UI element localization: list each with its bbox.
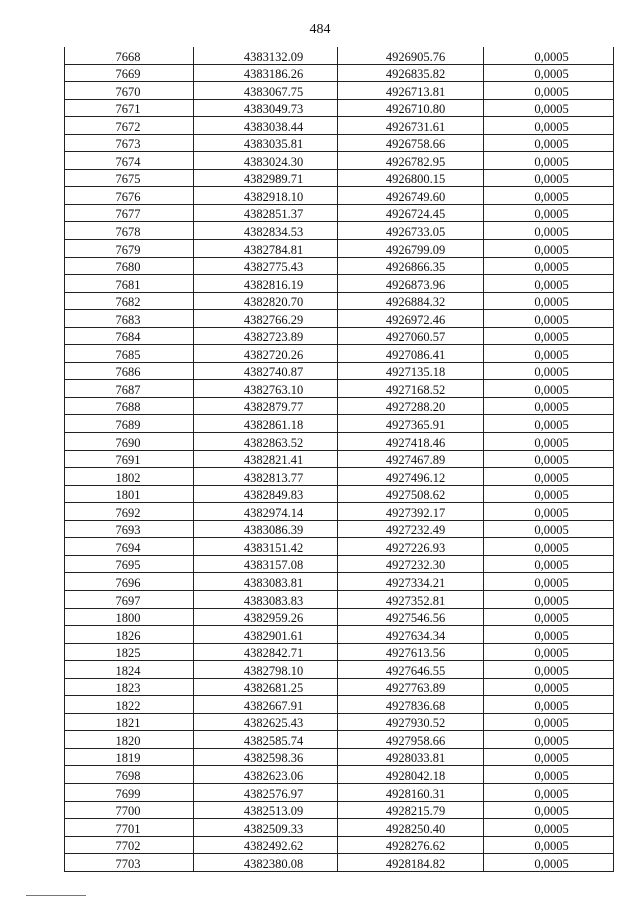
point-number-cell: 1825 (65, 643, 194, 661)
tolerance-cell: 0,0005 (484, 222, 614, 240)
table-row (65, 468, 614, 486)
table-row (65, 292, 614, 310)
x-coordinate-cell: 4383186.26 (194, 64, 338, 82)
point-number-cell: 1802 (65, 468, 194, 486)
point-number-cell: 7669 (65, 64, 194, 82)
tolerance-cell: 0,0005 (484, 836, 614, 854)
x-coordinate-cell: 4383049.73 (194, 99, 338, 117)
table-row (65, 99, 614, 117)
table-row (65, 626, 614, 644)
tolerance-cell: 0,0005 (484, 643, 614, 661)
point-number-cell: 7687 (65, 380, 194, 398)
table-row (65, 731, 614, 749)
x-coordinate-cell: 4382625.43 (194, 713, 338, 731)
x-coordinate-cell: 4383083.81 (194, 573, 338, 591)
point-number-cell: 7691 (65, 450, 194, 468)
point-number-cell: 7692 (65, 503, 194, 521)
x-coordinate-cell: 4382849.83 (194, 485, 338, 503)
coordinates-table-body (65, 47, 614, 871)
table-row (65, 520, 614, 538)
tolerance-cell: 0,0005 (484, 485, 614, 503)
x-coordinate-cell: 4383086.39 (194, 520, 338, 538)
table-row (65, 152, 614, 170)
point-number-cell: 7703 (65, 854, 194, 872)
y-coordinate-cell: 4926713.81 (338, 82, 484, 100)
y-coordinate-cell: 4926733.05 (338, 222, 484, 240)
x-coordinate-cell: 4382813.77 (194, 468, 338, 486)
point-number-cell: 7689 (65, 415, 194, 433)
point-number-cell: 7675 (65, 169, 194, 187)
y-coordinate-cell: 4927352.81 (338, 590, 484, 608)
point-number-cell: 7702 (65, 836, 194, 854)
tolerance-cell: 0,0005 (484, 64, 614, 82)
tolerance-cell: 0,0005 (484, 152, 614, 170)
point-number-cell: 7700 (65, 801, 194, 819)
tolerance-cell: 0,0005 (484, 257, 614, 275)
y-coordinate-cell: 4927232.30 (338, 555, 484, 573)
x-coordinate-cell: 4382513.09 (194, 801, 338, 819)
x-coordinate-cell: 4382863.52 (194, 433, 338, 451)
tolerance-cell: 0,0005 (484, 801, 614, 819)
point-number-cell: 7682 (65, 292, 194, 310)
x-coordinate-cell: 4382740.87 (194, 362, 338, 380)
tolerance-cell: 0,0005 (484, 713, 614, 731)
tolerance-cell: 0,0005 (484, 555, 614, 573)
table-row (65, 661, 614, 679)
y-coordinate-cell: 4927467.89 (338, 450, 484, 468)
table-row (65, 766, 614, 784)
x-coordinate-cell: 4383083.83 (194, 590, 338, 608)
point-number-cell: 7699 (65, 783, 194, 801)
x-coordinate-cell: 4382820.70 (194, 292, 338, 310)
x-coordinate-cell: 4382667.91 (194, 696, 338, 714)
tolerance-cell: 0,0005 (484, 134, 614, 152)
table-row (65, 397, 614, 415)
table-row (65, 538, 614, 556)
table-row (65, 573, 614, 591)
table-row (65, 222, 614, 240)
point-number-cell: 1822 (65, 696, 194, 714)
x-coordinate-cell: 4382576.97 (194, 783, 338, 801)
x-coordinate-cell: 4382720.26 (194, 345, 338, 363)
tolerance-cell: 0,0005 (484, 310, 614, 328)
table-row (65, 310, 614, 328)
y-coordinate-cell: 4926866.35 (338, 257, 484, 275)
table-row (65, 590, 614, 608)
point-number-cell: 1801 (65, 485, 194, 503)
x-coordinate-cell: 4382585.74 (194, 731, 338, 749)
point-number-cell: 7671 (65, 99, 194, 117)
y-coordinate-cell: 4927613.56 (338, 643, 484, 661)
tolerance-cell: 0,0005 (484, 731, 614, 749)
y-coordinate-cell: 4927392.17 (338, 503, 484, 521)
x-coordinate-cell: 4382775.43 (194, 257, 338, 275)
point-number-cell: 7693 (65, 520, 194, 538)
table-row (65, 415, 614, 433)
point-number-cell: 7680 (65, 257, 194, 275)
tolerance-cell: 0,0005 (484, 275, 614, 293)
x-coordinate-cell: 4382918.10 (194, 187, 338, 205)
tolerance-cell: 0,0005 (484, 538, 614, 556)
table-row (65, 169, 614, 187)
point-number-cell: 7670 (65, 82, 194, 100)
point-number-cell: 7685 (65, 345, 194, 363)
point-number-cell: 7673 (65, 134, 194, 152)
table-row (65, 450, 614, 468)
table-row (65, 257, 614, 275)
x-coordinate-cell: 4382380.08 (194, 854, 338, 872)
x-coordinate-cell: 4382723.89 (194, 327, 338, 345)
table-row (65, 696, 614, 714)
table-row (65, 240, 614, 258)
x-coordinate-cell: 4382681.25 (194, 678, 338, 696)
point-number-cell: 7686 (65, 362, 194, 380)
x-coordinate-cell: 4382798.10 (194, 661, 338, 679)
tolerance-cell: 0,0005 (484, 520, 614, 538)
point-number-cell: 7678 (65, 222, 194, 240)
y-coordinate-cell: 4926782.95 (338, 152, 484, 170)
tolerance-cell: 0,0005 (484, 468, 614, 486)
x-coordinate-cell: 4382598.36 (194, 748, 338, 766)
y-coordinate-cell: 4926749.60 (338, 187, 484, 205)
point-number-cell: 1821 (65, 713, 194, 731)
tolerance-cell: 0,0005 (484, 503, 614, 521)
y-coordinate-cell: 4928215.79 (338, 801, 484, 819)
y-coordinate-cell: 4926873.96 (338, 275, 484, 293)
table-row (65, 503, 614, 521)
y-coordinate-cell: 4928250.40 (338, 819, 484, 837)
point-number-cell: 7683 (65, 310, 194, 328)
table-row (65, 801, 614, 819)
point-number-cell: 7698 (65, 766, 194, 784)
tolerance-cell: 0,0005 (484, 187, 614, 205)
point-number-cell: 7690 (65, 433, 194, 451)
x-coordinate-cell: 4382766.29 (194, 310, 338, 328)
y-coordinate-cell: 4927365.91 (338, 415, 484, 433)
page-number: 484 (309, 22, 331, 37)
y-coordinate-cell: 4927646.55 (338, 661, 484, 679)
y-coordinate-cell: 4927763.89 (338, 678, 484, 696)
point-number-cell: 7668 (65, 47, 194, 64)
tolerance-cell: 0,0005 (484, 450, 614, 468)
x-coordinate-cell: 4382959.26 (194, 608, 338, 626)
x-coordinate-cell: 4382816.19 (194, 275, 338, 293)
tolerance-cell: 0,0005 (484, 433, 614, 451)
table-row (65, 854, 614, 872)
y-coordinate-cell: 4927135.18 (338, 362, 484, 380)
point-number-cell: 7695 (65, 555, 194, 573)
y-coordinate-cell: 4926799.09 (338, 240, 484, 258)
y-coordinate-cell: 4928184.82 (338, 854, 484, 872)
y-coordinate-cell: 4927226.93 (338, 538, 484, 556)
table-row (65, 433, 614, 451)
y-coordinate-cell: 4926731.61 (338, 117, 484, 135)
y-coordinate-cell: 4927836.68 (338, 696, 484, 714)
y-coordinate-cell: 4927232.49 (338, 520, 484, 538)
x-coordinate-cell: 4382509.33 (194, 819, 338, 837)
x-coordinate-cell: 4383067.75 (194, 82, 338, 100)
y-coordinate-cell: 4927418.46 (338, 433, 484, 451)
tolerance-cell: 0,0005 (484, 748, 614, 766)
table-row (65, 555, 614, 573)
tolerance-cell: 0,0005 (484, 47, 614, 64)
y-coordinate-cell: 4928042.18 (338, 766, 484, 784)
table-row (65, 345, 614, 363)
tolerance-cell: 0,0005 (484, 345, 614, 363)
tolerance-cell: 0,0005 (484, 678, 614, 696)
y-coordinate-cell: 4926905.76 (338, 47, 484, 64)
x-coordinate-cell: 4382842.71 (194, 643, 338, 661)
y-coordinate-cell: 4928276.62 (338, 836, 484, 854)
point-number-cell: 1819 (65, 748, 194, 766)
x-coordinate-cell: 4382974.14 (194, 503, 338, 521)
coordinates-table (64, 47, 614, 872)
point-number-cell: 7694 (65, 538, 194, 556)
table-row (65, 819, 614, 837)
x-coordinate-cell: 4382861.18 (194, 415, 338, 433)
tolerance-cell: 0,0005 (484, 696, 614, 714)
table-row (65, 485, 614, 503)
x-coordinate-cell: 4382492.62 (194, 836, 338, 854)
tolerance-cell: 0,0005 (484, 204, 614, 222)
point-number-cell: 1824 (65, 661, 194, 679)
x-coordinate-cell: 4383024.30 (194, 152, 338, 170)
tolerance-cell: 0,0005 (484, 854, 614, 872)
y-coordinate-cell: 4927930.52 (338, 713, 484, 731)
point-number-cell: 7679 (65, 240, 194, 258)
y-coordinate-cell: 4926724.45 (338, 204, 484, 222)
point-number-cell: 7696 (65, 573, 194, 591)
tolerance-cell: 0,0005 (484, 608, 614, 626)
tolerance-cell: 0,0005 (484, 117, 614, 135)
x-coordinate-cell: 4382763.10 (194, 380, 338, 398)
tolerance-cell: 0,0005 (484, 292, 614, 310)
y-coordinate-cell: 4927496.12 (338, 468, 484, 486)
y-coordinate-cell: 4926758.66 (338, 134, 484, 152)
x-coordinate-cell: 4382623.06 (194, 766, 338, 784)
x-coordinate-cell: 4382851.37 (194, 204, 338, 222)
y-coordinate-cell: 4926972.46 (338, 310, 484, 328)
point-number-cell: 7701 (65, 819, 194, 837)
tolerance-cell: 0,0005 (484, 240, 614, 258)
point-number-cell: 7677 (65, 204, 194, 222)
x-coordinate-cell: 4382901.61 (194, 626, 338, 644)
table-row (65, 678, 614, 696)
x-coordinate-cell: 4382879.77 (194, 397, 338, 415)
table-row (65, 608, 614, 626)
tolerance-cell: 0,0005 (484, 82, 614, 100)
table-row (65, 82, 614, 100)
point-number-cell: 7697 (65, 590, 194, 608)
y-coordinate-cell: 4926884.32 (338, 292, 484, 310)
x-coordinate-cell: 4382821.41 (194, 450, 338, 468)
x-coordinate-cell: 4382784.81 (194, 240, 338, 258)
point-number-cell: 7688 (65, 397, 194, 415)
tolerance-cell: 0,0005 (484, 362, 614, 380)
tolerance-cell: 0,0005 (484, 99, 614, 117)
tolerance-cell: 0,0005 (484, 590, 614, 608)
y-coordinate-cell: 4928160.31 (338, 783, 484, 801)
table-row (65, 362, 614, 380)
y-coordinate-cell: 4926800.15 (338, 169, 484, 187)
tolerance-cell: 0,0005 (484, 415, 614, 433)
x-coordinate-cell: 4382989.71 (194, 169, 338, 187)
y-coordinate-cell: 4927634.34 (338, 626, 484, 644)
point-number-cell: 7676 (65, 187, 194, 205)
x-coordinate-cell: 4383151.42 (194, 538, 338, 556)
table-row (65, 47, 614, 64)
table-row (65, 713, 614, 731)
y-coordinate-cell: 4926835.82 (338, 64, 484, 82)
x-coordinate-cell: 4383132.09 (194, 47, 338, 64)
table-row (65, 204, 614, 222)
point-number-cell: 1826 (65, 626, 194, 644)
point-number-cell: 7681 (65, 275, 194, 293)
tolerance-cell: 0,0005 (484, 573, 614, 591)
y-coordinate-cell: 4927060.57 (338, 327, 484, 345)
point-number-cell: 1823 (65, 678, 194, 696)
table-row (65, 64, 614, 82)
tolerance-cell: 0,0005 (484, 380, 614, 398)
coordinates-table-container (64, 47, 613, 872)
tolerance-cell: 0,0005 (484, 327, 614, 345)
x-coordinate-cell: 4383038.44 (194, 117, 338, 135)
tolerance-cell: 0,0005 (484, 819, 614, 837)
x-coordinate-cell: 4383157.08 (194, 555, 338, 573)
table-row (65, 275, 614, 293)
y-coordinate-cell: 4927508.62 (338, 485, 484, 503)
x-coordinate-cell: 4383035.81 (194, 134, 338, 152)
y-coordinate-cell: 4927546.56 (338, 608, 484, 626)
y-coordinate-cell: 4927334.21 (338, 573, 484, 591)
y-coordinate-cell: 4927086.41 (338, 345, 484, 363)
footer-rule (26, 895, 86, 896)
y-coordinate-cell: 4927958.66 (338, 731, 484, 749)
table-row (65, 380, 614, 398)
tolerance-cell: 0,0005 (484, 169, 614, 187)
tolerance-cell: 0,0005 (484, 397, 614, 415)
table-row (65, 783, 614, 801)
table-row (65, 187, 614, 205)
tolerance-cell: 0,0005 (484, 626, 614, 644)
y-coordinate-cell: 4927168.52 (338, 380, 484, 398)
point-number-cell: 7674 (65, 152, 194, 170)
table-row (65, 748, 614, 766)
tolerance-cell: 0,0005 (484, 661, 614, 679)
point-number-cell: 1800 (65, 608, 194, 626)
table-row (65, 134, 614, 152)
tolerance-cell: 0,0005 (484, 766, 614, 784)
point-number-cell: 7672 (65, 117, 194, 135)
table-row (65, 117, 614, 135)
y-coordinate-cell: 4928033.81 (338, 748, 484, 766)
y-coordinate-cell: 4927288.20 (338, 397, 484, 415)
point-number-cell: 7684 (65, 327, 194, 345)
table-row (65, 327, 614, 345)
y-coordinate-cell: 4926710.80 (338, 99, 484, 117)
tolerance-cell: 0,0005 (484, 783, 614, 801)
point-number-cell: 1820 (65, 731, 194, 749)
table-row (65, 836, 614, 854)
x-coordinate-cell: 4382834.53 (194, 222, 338, 240)
table-row (65, 643, 614, 661)
